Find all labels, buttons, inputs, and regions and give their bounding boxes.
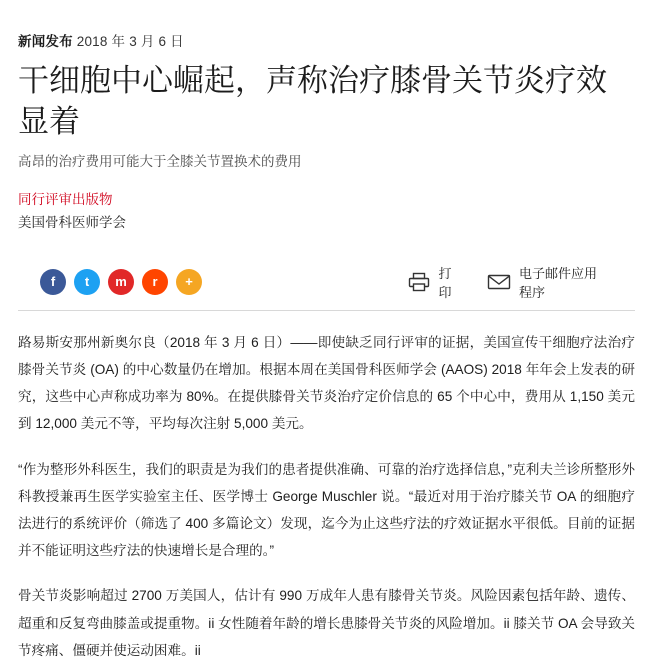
print-label: 打印 [438,265,452,300]
share-toolbar [18,260,635,304]
body-paragraph: 路易斯安那州新奥尔良（2018 年 3 月 6 日）——即使缺乏同行评审的证据，美国宣传干细胞疗法治疗膝骨关节炎 (OA) 的中心数量仍在增加。根据本周在美国骨科医师学会 (AAOS) 2018 年年会上发表的研究，这些中心声称成功率为 80%。在提供膝骨关节炎治疗定价信息的 65 个中心中，费用从 1,150 美元到 12,000 美元不等，平均每次注射 5,000 美元。 [18,334,635,432]
email-icon [487,269,511,295]
reddit-share-icon[interactable] [142,269,168,295]
body-paragraph: 骨关节炎影响超过 2700 万美国人，估计有 990 万成年人患有膝骨关节炎。风险因素包括年龄、遗传、超重和反复弯曲膝盖或提重物。ii 女性随着年龄的增长患膝骨关节炎的风险增加。ii 膝关节 OA 会导致关节疼痛、僵硬并使运动困难。ii [18,588,636,658]
divider [18,310,635,311]
reddit-glyph: r [152,274,158,290]
article-page [0,30,653,658]
more-glyph: + [185,274,193,290]
body-paragraph: “作为整形外科医生，我们的职责是为我们的患者提供准确、可靠的治疗选择信息，”克利夫兰诊所整形外科教授兼再生医学实验室主任、医学博士 George Muschler 说。“最近对用于治疗膝关节 OA 的细胞疗法进行的系统评价（筛选了 400 多篇论文）发现，迄今为止这些疗法的疗效证据水平很低。目前的证据并不能证明这些疗法的快速增长是合理的。” [18,461,635,559]
flipboard-glyph: m [115,274,127,290]
printer-icon [408,269,431,295]
page-title: 干细胞中心崛起，声称治疗膝骨关节炎疗效显着 [18,63,607,140]
twitter-glyph: t [84,274,90,290]
facebook-share-icon[interactable] [40,269,66,295]
email-button[interactable] [487,263,609,301]
print-button[interactable] [408,263,461,301]
peer-review-label: 同行评审出版物 [18,191,113,207]
article-actions [408,260,635,304]
article-kicker [18,30,635,50]
email-label: 电子邮件应用程序 [519,265,598,300]
social-share-group [40,269,210,295]
kicker-date: 2018 年 3 月 6 日 [76,34,184,49]
kicker-label: 新闻发布 [18,34,73,49]
article-standfirst: 高昂的治疗费用可能大于全膝关节置换术的费用 [18,154,302,170]
facebook-glyph: f [50,274,56,290]
article-body [18,329,635,664]
twitter-share-icon[interactable] [74,269,100,295]
flipboard-share-icon[interactable] [108,269,134,295]
more-share-icon[interactable] [176,269,202,295]
society-label: 美国骨科医师学会 [18,215,126,231]
